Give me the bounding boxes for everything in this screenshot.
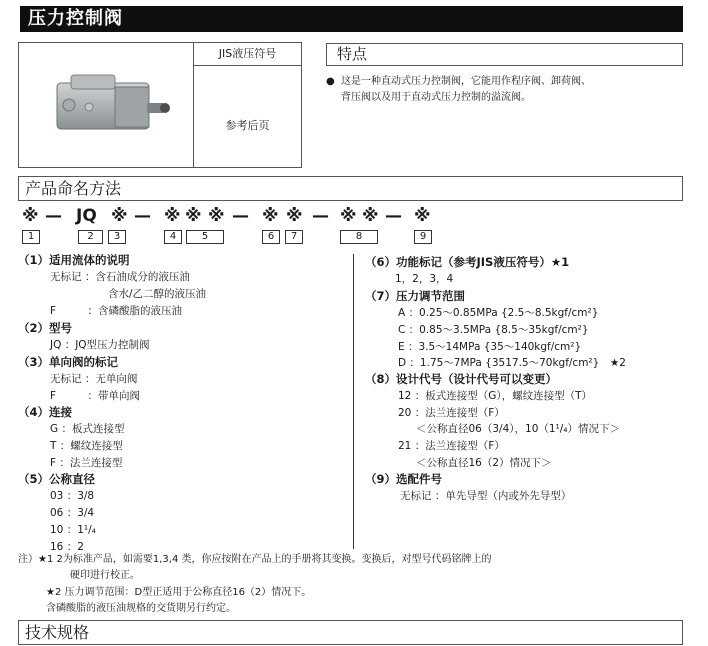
- code-part: ※: [111, 206, 128, 226]
- note-1-cont: 硬印进行校正。: [70, 570, 140, 581]
- left-item: 含水/乙二醇的液压油: [108, 288, 207, 300]
- right-item: E ：3.5～14MPa {35～140kgf/cm²}: [398, 341, 582, 353]
- code-part: ※: [286, 206, 303, 226]
- features-line-2: 背压阀以及用于直动式压力控制的溢流阀。: [341, 92, 531, 103]
- right-heading-pressure: （7）压力调节范围: [365, 289, 466, 303]
- code-part: ※: [22, 206, 39, 226]
- left-heading-fluid: （1）适用流体的说明: [18, 253, 130, 267]
- note-3: 含磷酸脂的液压油规格的交货期另行约定。: [46, 603, 236, 614]
- right-heading-options: （9）选配件号: [365, 472, 443, 486]
- jis-title: JIS液压符号: [194, 43, 301, 66]
- left-item: G ：板式连接型: [50, 423, 125, 435]
- code-dash: —: [232, 206, 249, 226]
- left-item: F ：含磷酸脂的液压油: [50, 305, 183, 317]
- code-index-box: 9: [414, 230, 432, 244]
- left-item: 03 ：3/8: [50, 490, 95, 502]
- left-heading-diameter: （5）公称直径: [18, 472, 96, 486]
- page-title: 压力控制阀: [20, 6, 683, 32]
- left-item: F ：法兰连接型: [50, 457, 123, 469]
- right-item: A ：0.25～0.85MPa {2.5～8.5kgf/cm²}: [398, 307, 599, 319]
- code-dash: —: [45, 206, 62, 226]
- code-part: JQ: [76, 206, 97, 226]
- jis-symbol-box: [194, 42, 302, 168]
- left-item: F ：带单向阀: [50, 390, 141, 402]
- code-index-box: 6: [262, 230, 280, 244]
- left-heading-model: （2）型号: [18, 321, 73, 335]
- right-item: C ：0.85～3.5MPa {8.5～35kgf/cm²}: [398, 324, 589, 336]
- code-part: ※: [262, 206, 279, 226]
- code-index-box: 5: [186, 230, 224, 244]
- code-index-box: 7: [285, 230, 303, 244]
- code-part: ※: [414, 206, 431, 226]
- code-index-box: 2: [78, 230, 103, 244]
- jis-reference: 参考后页: [225, 119, 270, 132]
- column-divider: [353, 254, 354, 549]
- right-item: 20 ：法兰连接型（F）: [398, 407, 505, 419]
- right-item: ＜公称直径16（2）情况下＞: [416, 457, 552, 469]
- left-item: T ：螺纹连接型: [50, 440, 123, 452]
- valve-image: [18, 42, 194, 168]
- code-part: ※: [164, 206, 181, 226]
- naming-title: 产品命名方法: [18, 176, 683, 201]
- right-item: 21 ：法兰连接型（F）: [398, 440, 505, 452]
- code-part: ※: [340, 206, 357, 226]
- code-dash: —: [134, 206, 151, 226]
- left-item: 无标记 ：含石油成分的液压油: [50, 271, 190, 283]
- code-part: ※: [208, 206, 225, 226]
- right-item: 12 ：板式连接型（G），螺纹连接型（T）: [398, 390, 592, 402]
- code-dash: —: [385, 206, 402, 226]
- right-item: D ：1.75～7MPa {3517.5～70kgf/cm²} ★2: [398, 357, 626, 369]
- right-item: 无标记 ：单先导型（内或外先导型）: [400, 490, 572, 502]
- spec-title: 技术规格: [18, 620, 683, 645]
- code-part: ※: [362, 206, 379, 226]
- features-title: 特点: [326, 43, 683, 66]
- pressure-valve-photo: [19, 43, 193, 167]
- left-heading-connection: （4）连接: [18, 405, 73, 419]
- code-index-box: 4: [164, 230, 182, 244]
- code-index-box: 3: [108, 230, 126, 244]
- features-line-1: 这是一种直动式压力控制阀，它能用作程序阀、卸荷阀、: [341, 76, 591, 87]
- right-item: 1，2，3，4: [395, 273, 454, 285]
- code-dash: —: [312, 206, 329, 226]
- left-item: 10 ：1¹/₄: [50, 524, 96, 536]
- note-2: ★2 压力调节范围：D型正适用于公称直径16（2）情况下。: [46, 587, 312, 598]
- left-item: JQ ：JQ型压力控制阀: [50, 339, 150, 351]
- left-item: 16 ：2: [50, 541, 84, 553]
- code-index-box: 8: [340, 230, 378, 244]
- bullet-icon: ●: [326, 76, 335, 87]
- left-item: 无标记 ：无单向阀: [50, 373, 138, 385]
- left-heading-check-valve: （3）单向阀的标记: [18, 355, 119, 369]
- code-part: ※: [185, 206, 202, 226]
- right-item: ＜公称直径06（3/4），10（1¹/₄）情况下＞: [416, 423, 621, 435]
- right-heading-design: （8）设计代号（设计代号可以变更）: [365, 372, 557, 386]
- left-item: 06 ：3/4: [50, 507, 95, 519]
- right-heading-function: （6）功能标记（参考JIS液压符号）★1: [365, 255, 570, 269]
- code-index-box: 1: [22, 230, 40, 244]
- note-1: 注）★1 2为标准产品，如需要1,3,4 类，你应按附在产品上的手册将其变换。变换后，对型号代码铭牌上的: [18, 554, 492, 565]
